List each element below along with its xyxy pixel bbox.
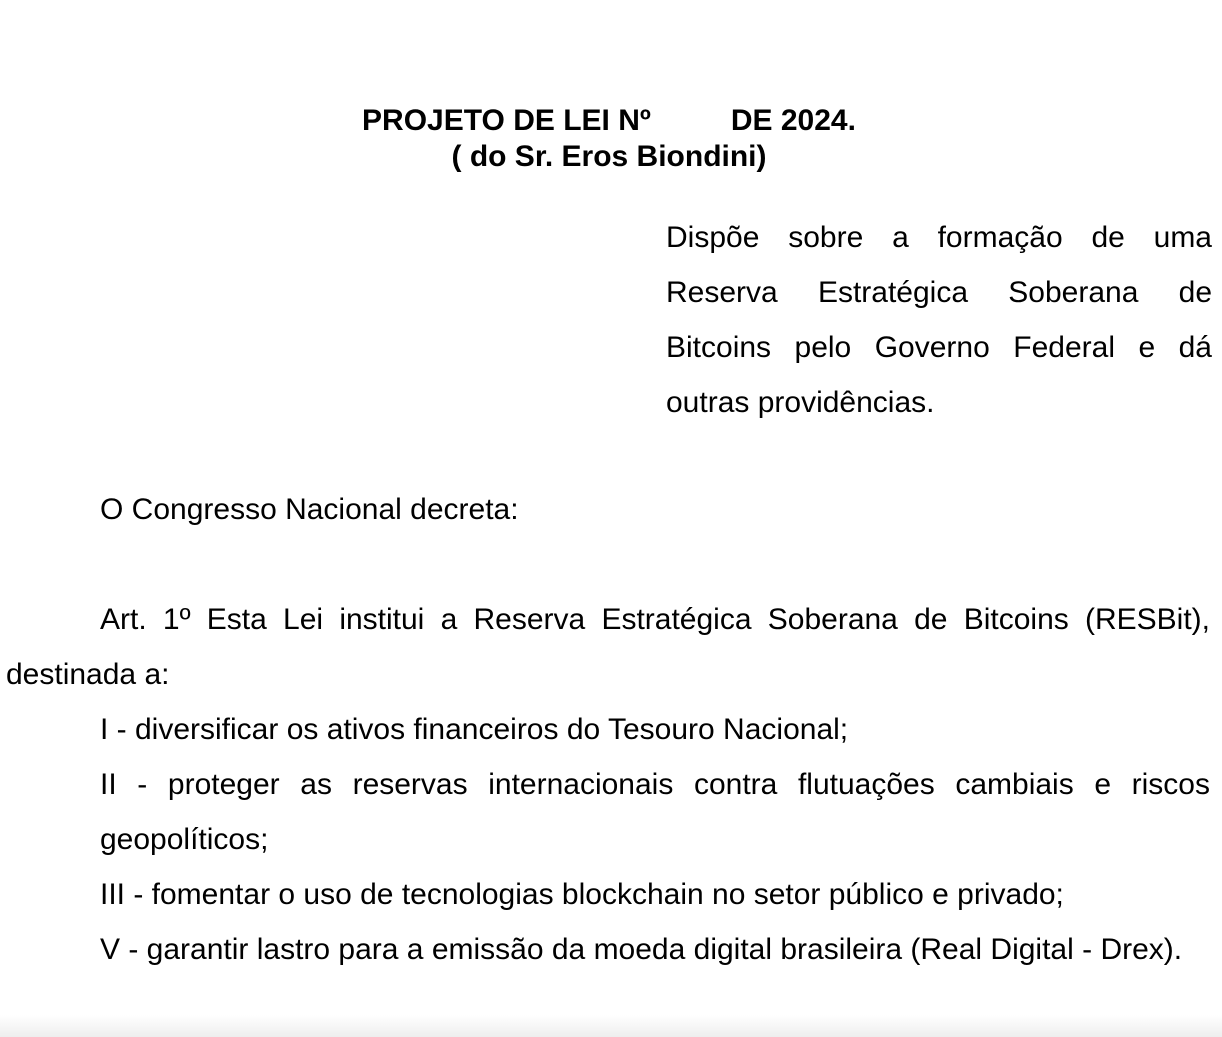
- inciso-i: I - diversificar os ativos financeiros do Tesouro Nacional;: [100, 713, 849, 746]
- bill-title: [0, 103, 1220, 139]
- bill-summary: Dispõe sobre a formação de uma Reserva Estratégica Soberana de Bitcoins pelo Governo Federal e dá outras providências.: [666, 221, 1212, 419]
- bill-title-year: DE 2024.: [730, 104, 856, 137]
- inciso-iii: III - fomentar o uso de tecnologias blockchain no setor público e privado;: [100, 878, 1064, 911]
- inciso-ii: II - proteger as reservas internacionais contra flutuações cambiais e riscos geopolíticos;: [100, 768, 1210, 856]
- bill-author: ( do Sr. Eros Biondini): [451, 140, 767, 173]
- page-bottom-shadow: [0, 1015, 1222, 1037]
- bill-header: [0, 103, 1220, 175]
- inciso-v: V - garantir lastro para a emissão da moeda digital brasileira (Real Digital - Drex).: [100, 933, 1183, 966]
- enacting-clause: O Congresso Nacional decreta:: [100, 493, 519, 526]
- bill-title-prefix: PROJETO DE LEI Nº: [362, 104, 651, 137]
- article-1: Art. 1º Esta Lei institui a Reserva Estratégica Soberana de Bitcoins (RESBit), destinada a:: [6, 603, 1210, 691]
